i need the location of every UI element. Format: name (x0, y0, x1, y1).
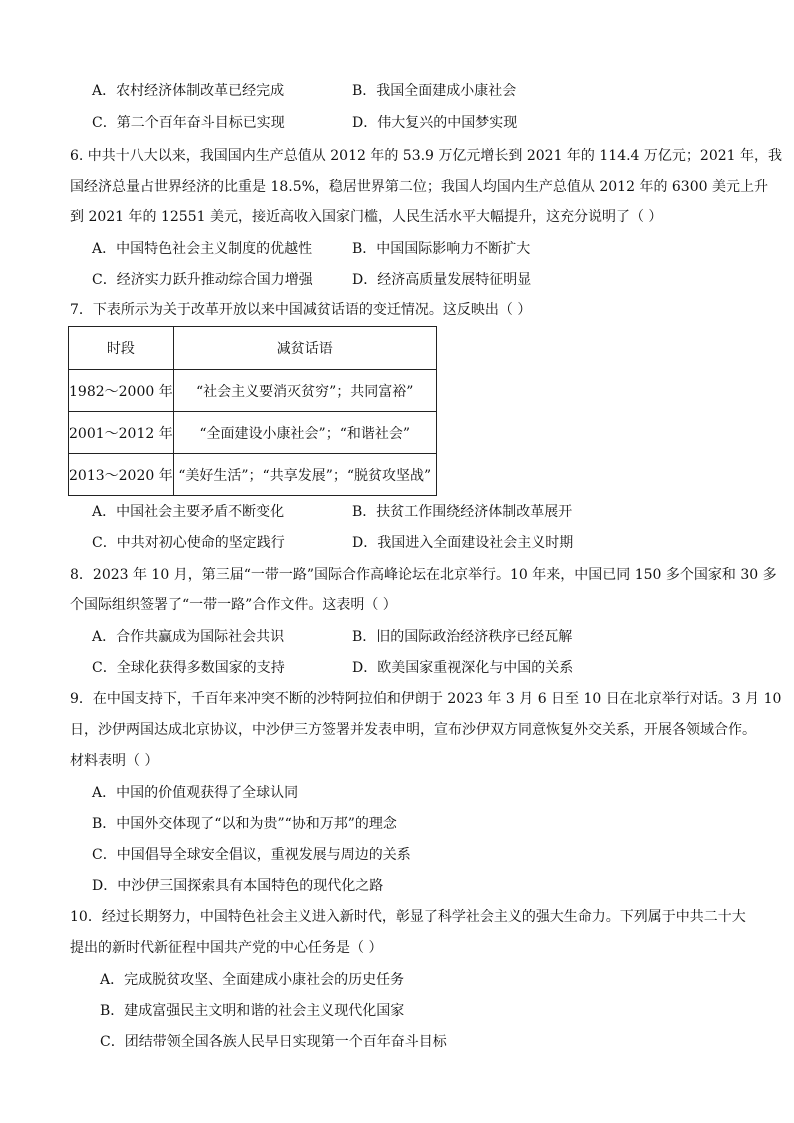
table-header-discourse: 减贫话语 (173, 327, 436, 370)
table-cell-period: 1982～2000 年 (69, 370, 174, 412)
q8-option-d[interactable]: D．欧美国家重视深化与中国的关系 (352, 660, 574, 676)
q6-option-c[interactable]: C．经济实力跃升推动综合国力增强 (92, 272, 313, 288)
poverty-discourse-table (68, 326, 437, 496)
q6-option-a[interactable]: A．中国特色社会主义制度的优越性 (92, 241, 313, 257)
q9-option-d[interactable]: D．中沙伊三国探索具有本国特色的现代化之路 (92, 878, 384, 894)
table-cell-discourse: “全面建设小康社会”；“和谐社会” (173, 412, 436, 454)
q7-option-c[interactable]: C．中共对初心使命的坚定践行 (92, 535, 285, 551)
q7-option-b[interactable]: B．扶贫工作围绕经济体制改革展开 (352, 504, 573, 520)
q7-option-a[interactable]: A．中国社会主要矛盾不断变化 (92, 504, 285, 520)
q5-option-c[interactable]: C．第二个百年奋斗目标已实现 (92, 115, 285, 131)
table-cell-period: 2001～2012 年 (69, 412, 174, 454)
q8-stem-line-2: 个国际组织签署了“一带一路”合作文件。这表明（ ） (70, 597, 397, 613)
q10-option-a[interactable]: A．完成脱贫攻坚、全面建成小康社会的历史任务 (100, 972, 405, 988)
table-cell-discourse: “美好生活”；“共享发展”；“脱贫攻坚战” (173, 454, 436, 496)
table-row (69, 412, 437, 454)
q9-option-b[interactable]: B．中国外交体现了“以和为贵”“协和万邦”的理念 (92, 816, 397, 832)
q8-stem-line-1: 8．2023 年 10 月，第三届“一带一路”国际合作高峰论坛在北京举行。10 年来，中国已同 150 多个国家和 30 多 (70, 567, 777, 583)
q10-stem-line-1: 10．经过长期努力，中国特色社会主义进入新时代，彰显了科学社会主义的强大生命力。下列属于中共二十大 (70, 909, 746, 925)
q7-stem: 7．下表所示为关于改革开放以来中国减贫话语的变迁情况。这反映出（ ） (70, 302, 532, 318)
q6-stem-line-1: 6. 中共十八大以来，我国国内生产总值从 2012 年的 53.9 万亿元增长到 2021 年的 114.4 万亿元；2021 年，我 (70, 148, 782, 164)
table-row (69, 454, 437, 496)
q8-option-b[interactable]: B．旧的国际政治经济秩序已经瓦解 (352, 629, 573, 645)
q5-option-a[interactable]: A．农村经济体制改革已经完成 (92, 83, 285, 99)
q9-option-c[interactable]: C．中国倡导全球安全倡议，重视发展与周边的关系 (92, 847, 411, 863)
q6-option-b[interactable]: B．中国国际影响力不断扩大 (352, 241, 531, 257)
q10-stem-line-2: 提出的新时代新征程中国共产党的中心任务是（ ） (70, 940, 383, 956)
q8-option-c[interactable]: C．全球化获得多数国家的支持 (92, 660, 285, 676)
q6-stem-line-3: 到 2021 年的 12551 美元，接近高收入国家门槛，人民生活水平大幅提升，这充分说明了（ ） (70, 209, 663, 225)
q10-option-b[interactable]: B．建成富强民主文明和谐的社会主义现代化国家 (100, 1003, 405, 1019)
q6-option-d[interactable]: D．经济高质量发展特征明显 (352, 272, 532, 288)
table-header-period: 时段 (69, 327, 174, 370)
q7-option-d[interactable]: D．我国进入全面建设社会主义时期 (352, 535, 574, 551)
table-row (69, 370, 437, 412)
q9-option-a[interactable]: A．中国的价值观获得了全球认同 (92, 785, 299, 801)
table-cell-discourse: “社会主义要消灭贫穷”；共同富裕” (173, 370, 436, 412)
q5-option-d[interactable]: D．伟大复兴的中国梦实现 (352, 115, 518, 131)
q9-stem-line-3: 材料表明（ ） (70, 753, 159, 769)
q6-stem-line-2: 国经济总量占世界经济的比重是 18.5%，稳居世界第二位；我国人均国内生产总值从 2012 年的 6300 美元上升 (70, 179, 768, 195)
table-cell-period: 2013～2020 年 (69, 454, 174, 496)
q9-stem-line-1: 9．在中国支持下，千百年来冲突不断的沙特阿拉伯和伊朗于 2023 年 3 月 6 日至 10 日在北京举行对话。3 月 10 (70, 691, 782, 707)
q9-stem-line-2: 日，沙伊两国达成北京协议，中沙伊三方签署并发表申明，宣布沙伊双方同意恢复外交关系，开展各领域合作。 (70, 722, 756, 738)
table-header-row (69, 327, 437, 370)
q10-option-c[interactable]: C．团结带领全国各族人民早日实现第一个百年奋斗目标 (100, 1034, 447, 1050)
q5-option-b[interactable]: B．我国全面建成小康社会 (352, 83, 517, 99)
q8-option-a[interactable]: A．合作共赢成为国际社会共识 (92, 629, 285, 645)
